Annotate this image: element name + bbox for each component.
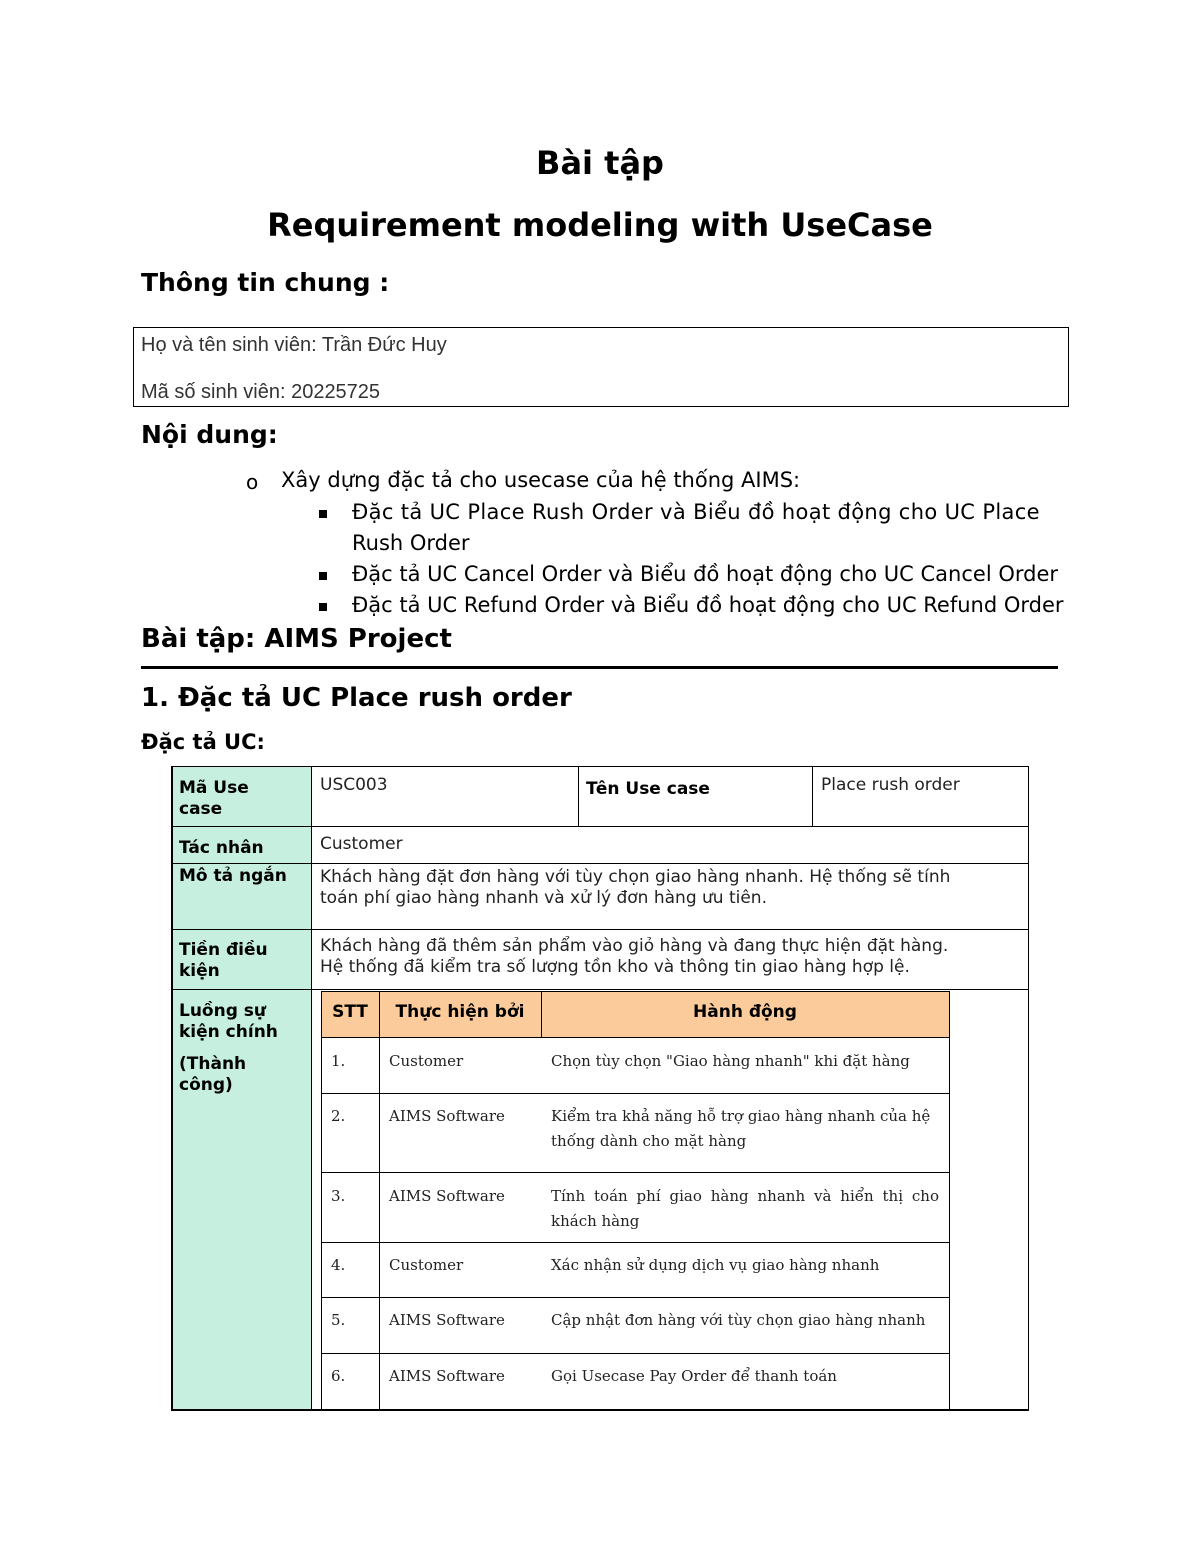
circle-bullet-icon: o (246, 470, 259, 494)
flow-row-action-continued: thống dành cho mặt hàng (551, 1132, 747, 1150)
project-heading: Bài tập: AIMS Project (141, 624, 452, 654)
main-flow-label-line: kiện chính (179, 1022, 278, 1042)
code-value: USC003 (320, 775, 388, 795)
flow-row-actor: Customer (389, 1256, 464, 1274)
flow-row-number: 6. (331, 1367, 346, 1385)
student-info-box (133, 327, 1069, 407)
student-id: Mã số sinh viên: 20225725 (141, 381, 381, 403)
flow-row-number: 4. (331, 1256, 346, 1274)
flow-header-actor: Thực hiện bởi (379, 991, 541, 1037)
content-sub-item: Đặc tả UC Place Rush Order và Biểu đồ hoạt động cho UC Place (352, 500, 1040, 524)
flow-row-actor: AIMS Software (389, 1311, 505, 1329)
uc-spec-label: Đặc tả UC: (141, 730, 265, 754)
document-title: Bài tập (536, 144, 664, 182)
content-main-item: Xây dựng đặc tả cho usecase của hệ thống AIMS: (281, 468, 801, 492)
flow-row-number: 5. (331, 1311, 346, 1329)
main-flow-label-line: (Thành (179, 1054, 247, 1074)
description-label: Mô tả ngắn (171, 863, 311, 929)
description-value (311, 863, 1028, 929)
square-bullet-icon (319, 572, 327, 580)
name-value: Place rush order (821, 775, 960, 795)
code-label-line: case (179, 799, 223, 819)
flow-row-actor: AIMS Software (389, 1107, 505, 1125)
main-flow-label-line: công) (179, 1075, 233, 1095)
description-line: toán phí giao hàng nhanh và xử lý đơn hàng ưu tiên. (320, 888, 767, 908)
document-subtitle: Requirement modeling with UseCase (267, 206, 933, 244)
flow-header-action: Hành động (541, 991, 949, 1037)
flow-row-actor: AIMS Software (389, 1367, 505, 1385)
flow-row-number: 1. (331, 1052, 346, 1070)
flow-row-actor: Customer (389, 1052, 464, 1070)
precondition-label-line: Tiền điều (179, 940, 268, 960)
flow-row-number: 2. (331, 1107, 346, 1125)
content-heading: Nội dung: (141, 420, 278, 449)
actor-value: Customer (320, 834, 403, 854)
content-sub-item: Đặc tả UC Cancel Order và Biểu đồ hoạt động cho UC Cancel Order (352, 562, 1059, 586)
flow-row-action: Tính toán phí giao hàng nhanh và hiển thị cho (551, 1187, 939, 1205)
flow-row-action-continued: khách hàng (551, 1212, 640, 1230)
main-flow-label (171, 989, 311, 1410)
content-sub-item: Đặc tả UC Refund Order và Biểu đồ hoạt động cho UC Refund Order (352, 593, 1064, 617)
precondition-line: Hệ thống đã kiểm tra số lượng tồn kho và thông tin giao hàng hợp lệ. (320, 957, 910, 977)
flow-row-action: Chọn tùy chọn "Giao hàng nhanh" khi đặt hàng (551, 1052, 910, 1070)
flow-row-number: 3. (331, 1187, 346, 1205)
precondition-label (171, 929, 311, 989)
general-info-heading: Thông tin chung : (141, 268, 390, 297)
flow-row-action: Xác nhận sử dụng dịch vụ giao hàng nhanh (551, 1256, 880, 1274)
content-sub-item-continued: Rush Order (352, 531, 470, 555)
flow-header-stt: STT (321, 991, 379, 1037)
flow-row-action: Cập nhật đơn hàng với tùy chọn giao hàng nhanh (551, 1311, 926, 1329)
section-title: 1. Đặc tả UC Place rush order (141, 683, 572, 713)
code-label (171, 766, 311, 826)
flow-row-actor: AIMS Software (389, 1187, 505, 1205)
square-bullet-icon (319, 510, 327, 518)
actor-label: Tác nhân (171, 826, 311, 863)
code-label-line: Mã Use (179, 778, 249, 798)
name-label: Tên Use case (578, 766, 812, 826)
heading-rule (141, 666, 1058, 669)
precondition-value (311, 929, 1028, 989)
flow-row-action: Gọi Usecase Pay Order để thanh toán (551, 1367, 837, 1385)
precondition-line: Khách hàng đã thêm sản phẩm vào giỏ hàng và đang thực hiện đặt hàng. (320, 936, 949, 956)
square-bullet-icon (319, 603, 327, 611)
description-line: Khách hàng đặt đơn hàng với tùy chọn giao hàng nhanh. Hệ thống sẽ tính (320, 867, 951, 887)
student-name: Họ và tên sinh viên: Trần Đức Huy (141, 334, 447, 356)
precondition-label-line: kiện (179, 961, 220, 981)
flow-row-action: Kiểm tra khả năng hỗ trợ giao hàng nhanh của hệ (551, 1107, 931, 1125)
main-flow-label-line: Luồng sự (179, 1001, 267, 1021)
